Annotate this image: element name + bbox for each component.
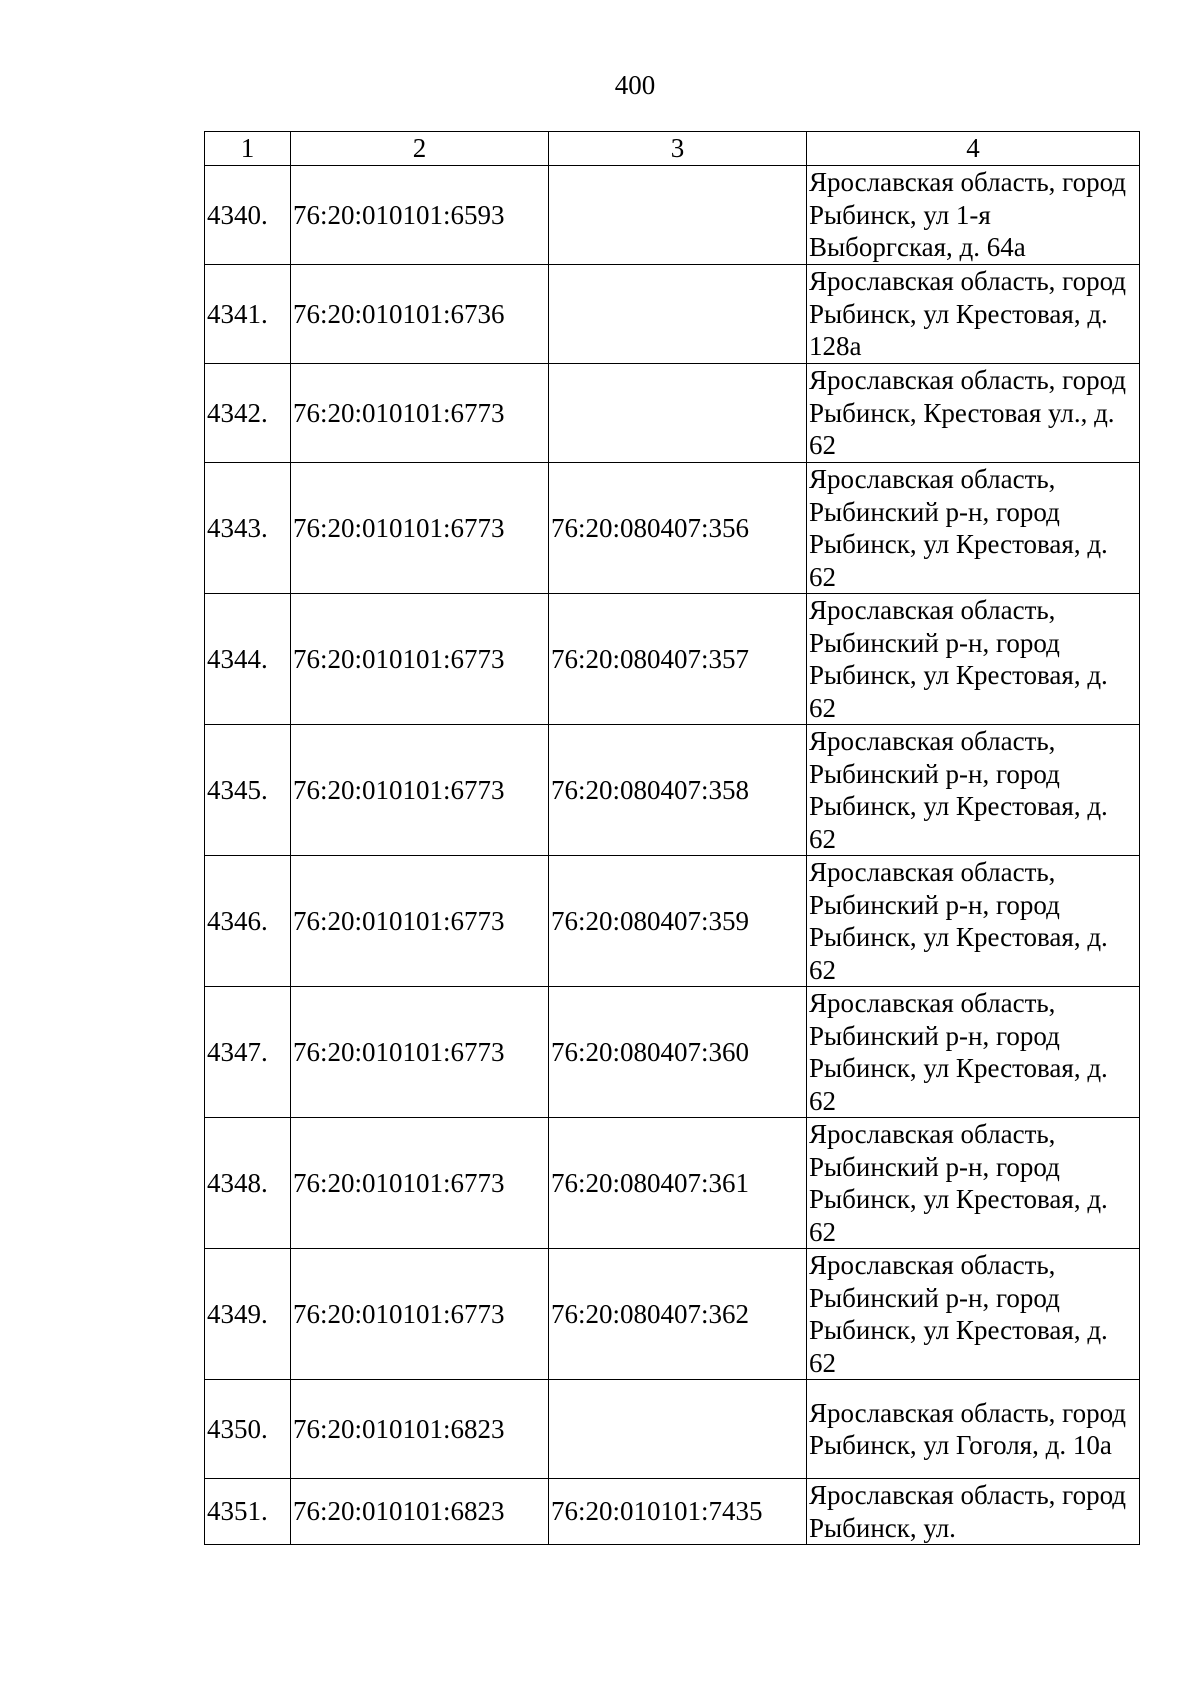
related-cadastral-number-cell: 76:20:080407:356 (549, 463, 807, 594)
address-cell: Ярославская область, город Рыбинск, Крестовая ул., д. 62 (807, 364, 1140, 463)
related-cadastral-number-cell: 76:20:010101:7435 (549, 1479, 807, 1545)
table-row (205, 1380, 1140, 1479)
related-cadastral-number-cell (549, 166, 807, 265)
cadastral-number-cell: 76:20:010101:6823 (291, 1380, 549, 1479)
address-cell: Ярославская область, город Рыбинск, ул. (807, 1479, 1140, 1545)
cadastral-number-cell: 76:20:010101:6773 (291, 725, 549, 856)
cadastral-number-cell: 76:20:010101:6773 (291, 1249, 549, 1380)
address-cell: Ярославская область, Рыбинский р-н, город Рыбинск, ул Крестовая, д. 62 (807, 725, 1140, 856)
header-row (205, 132, 1140, 166)
related-cadastral-number-cell: 76:20:080407:362 (549, 1249, 807, 1380)
table-row (205, 364, 1140, 463)
address-cell: Ярославская область, Рыбинский р-н, город Рыбинск, ул Крестовая, д. 62 (807, 987, 1140, 1118)
related-cadastral-number-cell (549, 364, 807, 463)
table-header (205, 132, 1140, 166)
table-row (205, 1118, 1140, 1249)
row-number-cell: 4342. (205, 364, 291, 463)
row-number-cell: 4345. (205, 725, 291, 856)
row-number-cell: 4347. (205, 987, 291, 1118)
related-cadastral-number-cell (549, 1380, 807, 1479)
address-cell: Ярославская область, Рыбинский р-н, город Рыбинск, ул Крестовая, д. 62 (807, 856, 1140, 987)
related-cadastral-number-cell: 76:20:080407:357 (549, 594, 807, 725)
table-row (205, 463, 1140, 594)
related-cadastral-number-cell: 76:20:080407:359 (549, 856, 807, 987)
related-cadastral-number-cell: 76:20:080407:358 (549, 725, 807, 856)
registry-table (204, 131, 1140, 1545)
address-cell: Ярославская область, город Рыбинск, ул Гоголя, д. 10а (807, 1380, 1140, 1479)
address-cell: Ярославская область, Рыбинский р-н, город Рыбинск, ул Крестовая, д. 62 (807, 594, 1140, 725)
row-number-cell: 4351. (205, 1479, 291, 1545)
cadastral-number-cell: 76:20:010101:6773 (291, 594, 549, 725)
cadastral-number-cell: 76:20:010101:6773 (291, 364, 549, 463)
address-cell: Ярославская область, город Рыбинск, ул 1-я Выборгская, д. 64а (807, 166, 1140, 265)
cadastral-number-cell: 76:20:010101:6773 (291, 987, 549, 1118)
related-cadastral-number-cell: 76:20:080407:361 (549, 1118, 807, 1249)
row-number-cell: 4340. (205, 166, 291, 265)
table-row (205, 166, 1140, 265)
header-col-2: 2 (291, 132, 549, 166)
cadastral-number-cell: 76:20:010101:6773 (291, 1118, 549, 1249)
row-number-cell: 4349. (205, 1249, 291, 1380)
related-cadastral-number-cell (549, 265, 807, 364)
table-row (205, 987, 1140, 1118)
related-cadastral-number-cell: 76:20:080407:360 (549, 987, 807, 1118)
table-row (205, 1249, 1140, 1380)
row-number-cell: 4346. (205, 856, 291, 987)
table-row (205, 1479, 1140, 1545)
table-body (205, 166, 1140, 1545)
cadastral-number-cell: 76:20:010101:6593 (291, 166, 549, 265)
table-row (205, 265, 1140, 364)
header-col-3: 3 (549, 132, 807, 166)
header-col-4: 4 (807, 132, 1140, 166)
table-row (205, 594, 1140, 725)
address-cell: Ярославская область, Рыбинский р-н, город Рыбинск, ул Крестовая, д. 62 (807, 1249, 1140, 1380)
address-cell: Ярославская область, Рыбинский р-н, город Рыбинск, ул Крестовая, д. 62 (807, 463, 1140, 594)
row-number-cell: 4341. (205, 265, 291, 364)
header-col-1: 1 (205, 132, 291, 166)
row-number-cell: 4350. (205, 1380, 291, 1479)
row-number-cell: 4348. (205, 1118, 291, 1249)
cadastral-number-cell: 76:20:010101:6773 (291, 856, 549, 987)
table-row (205, 725, 1140, 856)
page-number: 400 (614, 70, 656, 100)
cadastral-number-cell: 76:20:010101:6823 (291, 1479, 549, 1545)
table-row (205, 856, 1140, 987)
cadastral-number-cell: 76:20:010101:6773 (291, 463, 549, 594)
row-number-cell: 4344. (205, 594, 291, 725)
row-number-cell: 4343. (205, 463, 291, 594)
address-cell: Ярославская область, город Рыбинск, ул Крестовая, д. 128а (807, 265, 1140, 364)
address-cell: Ярославская область, Рыбинский р-н, город Рыбинск, ул Крестовая, д. 62 (807, 1118, 1140, 1249)
cadastral-number-cell: 76:20:010101:6736 (291, 265, 549, 364)
